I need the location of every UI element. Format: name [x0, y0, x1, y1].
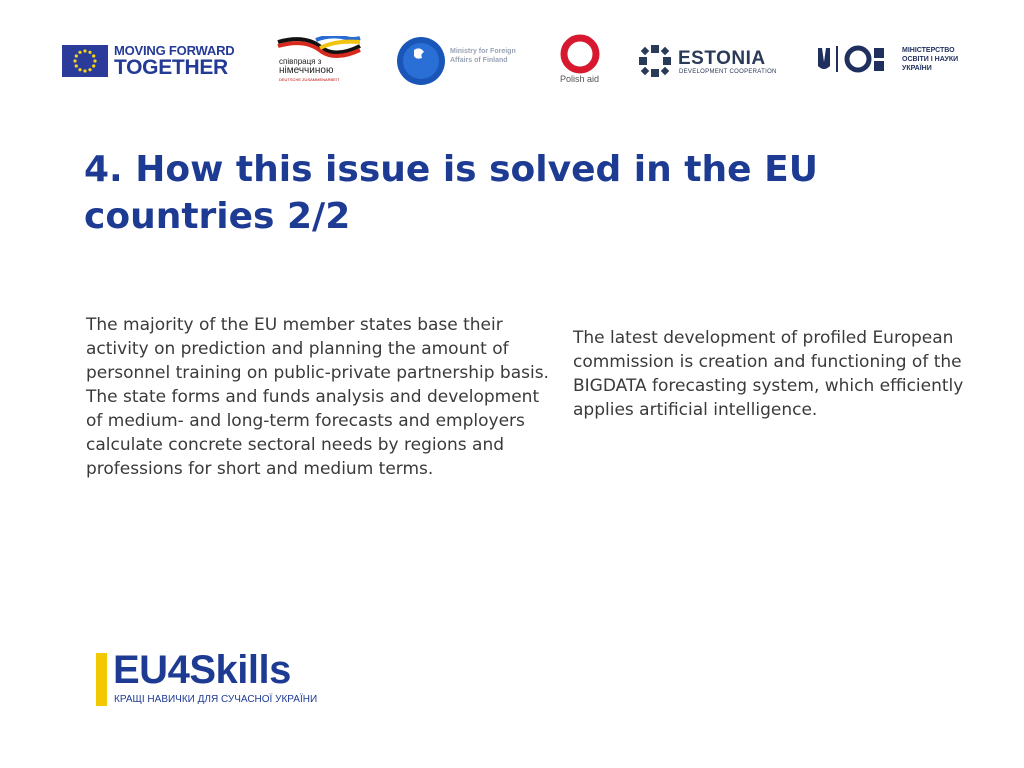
ukraine-logo-line1: МІНІСТЕРСТВО: [902, 47, 955, 54]
eu-flag-icon: [62, 45, 108, 77]
left-column-text: The majority of the EU member states base their activity on prediction and planning the amount of personnel training on public-private partnership basis. The state forms and funds analysis and development of medium- and long-term forecasts and employers calculate concrete sectoral needs by regions and professions for short and medium terms.: [86, 315, 549, 479]
finland-logo-line1: Ministry for Foreign: [450, 48, 516, 55]
estonia-development-logo: [638, 44, 788, 80]
eu-logo: [62, 44, 234, 78]
ukraine-ministry-emblem-icon: [814, 42, 900, 76]
eu4skills-brand: EU4Skills: [113, 648, 291, 692]
eu4skills-logo: [96, 648, 356, 710]
german-logo-line3: DEUTSCHE ZUSAMMENARBEIT: [279, 76, 340, 82]
finland-globe-icon: [396, 36, 446, 86]
eu-logo-line1: MOVING FORWARD: [114, 43, 235, 58]
estonia-emblem-icon: [638, 44, 672, 78]
right-column-text: The latest development of profiled European commission is creation and functioning of the BIGDATA forecasting system, which efficiently applies artificial intelligence.: [573, 328, 964, 420]
german-logo-line1: співпраця з: [279, 57, 322, 66]
german-cooperation-logo: [276, 36, 362, 86]
slide-title: 4. How this issue is solved in the EU countries 2/2: [84, 149, 818, 237]
eu-logo-line2: TOGETHER: [114, 56, 228, 79]
estonia-logo-subtitle: DEVELOPMENT COOPERATION: [679, 69, 777, 75]
ukraine-ministry-logo: [814, 42, 974, 80]
german-logo-line2: німеччиною: [279, 65, 334, 77]
polish-aid-label: Polish aid: [560, 74, 600, 84]
eu4skills-tagline: КРАЩІ НАВИЧКИ ДЛЯ СУЧАСНОЇ УКРАЇНИ: [114, 694, 318, 705]
finland-ministry-logo: [396, 36, 536, 86]
polish-aid-emblem-icon: [556, 34, 604, 74]
eu4skills-accent-bar: [96, 653, 107, 706]
polish-aid-logo: [556, 34, 612, 88]
estonia-logo-name: ESTONIA: [678, 48, 766, 69]
ukraine-logo-line3: УКРАЇНИ: [902, 65, 932, 73]
finland-logo-line2: Affairs of Finland: [450, 56, 508, 64]
ukraine-logo-line2: ОСВІТИ І НАУКИ: [902, 56, 959, 64]
partner-logo-bar: [0, 30, 1024, 94]
